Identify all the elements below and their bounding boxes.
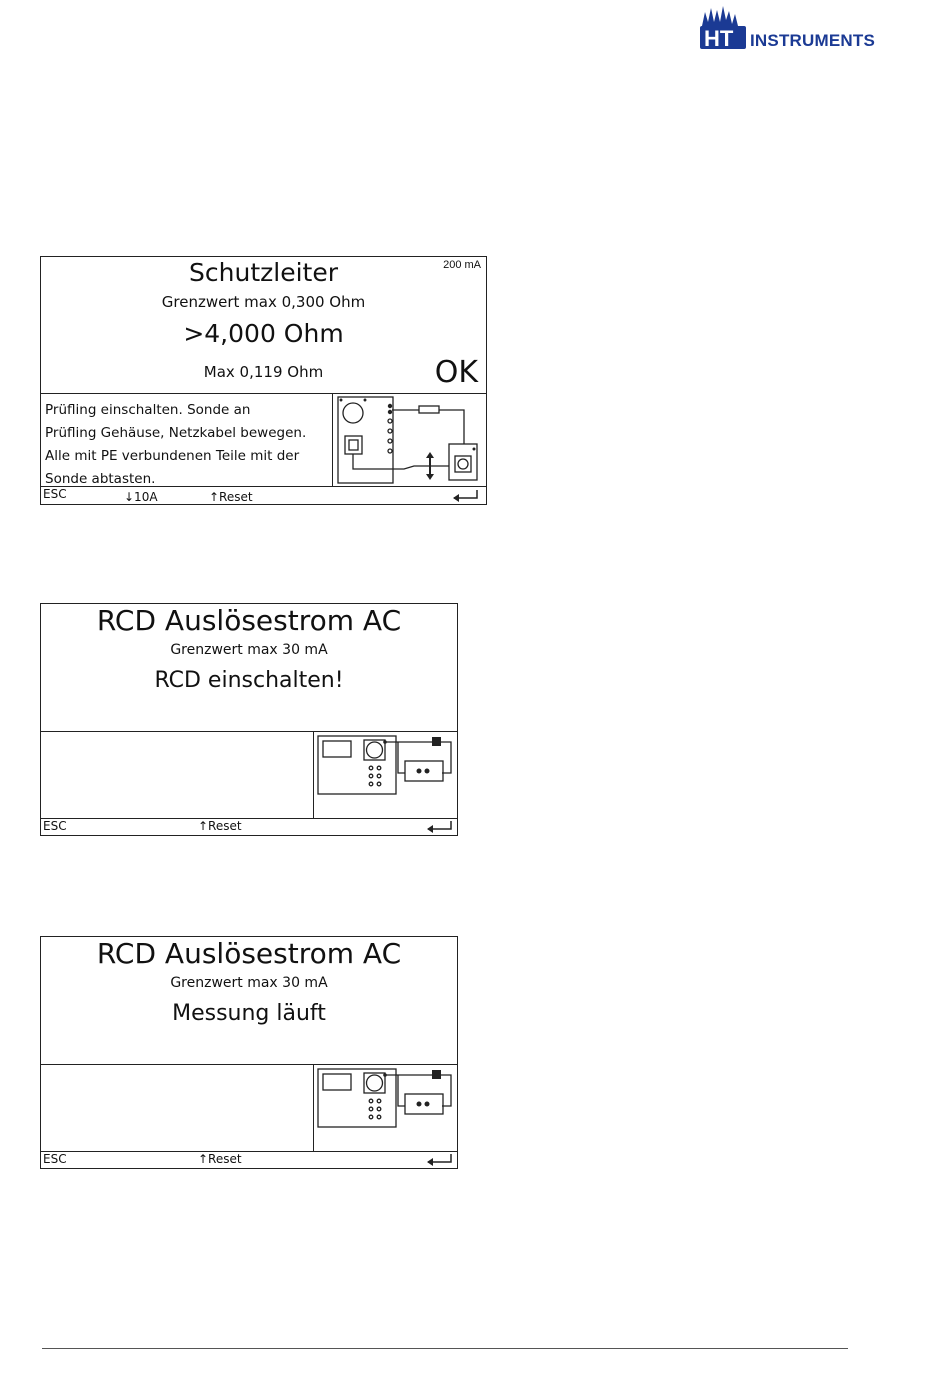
esc-key[interactable]: ESC <box>43 1152 67 1166</box>
page-footer-rule <box>42 1348 848 1349</box>
limit-value: Grenzwert max 0,300 Ohm <box>161 293 366 311</box>
instructions <box>45 399 335 491</box>
instruction-line: Sonde abtasten. <box>45 471 156 487</box>
instruction-line: Alle mit PE verbundenen Teile mit der <box>45 448 300 464</box>
screen-title: Schutzleiter <box>189 258 338 287</box>
brand-name: INSTRUMENTS <box>750 31 875 50</box>
svg-text:HT: HT <box>704 26 734 51</box>
status-message: RCD einschalten! <box>154 668 344 693</box>
screen-title: RCD Auslösestrom AC <box>96 937 402 970</box>
limit-value: Grenzwert max 30 mA <box>170 975 328 991</box>
enter-icon[interactable] <box>425 820 453 834</box>
divider <box>313 1064 314 1151</box>
divider <box>41 1064 457 1065</box>
status-ok: OK <box>434 355 478 390</box>
divider <box>313 731 314 818</box>
screen-rcd-measuring <box>40 936 458 1169</box>
test-current-key[interactable]: ↓10A <box>124 490 158 504</box>
limit-value: Grenzwert max 30 mA <box>170 642 328 658</box>
screen-rcd-trip-current <box>40 603 458 836</box>
enter-icon[interactable] <box>425 1153 453 1167</box>
max-value: Max 0,119 Ohm <box>203 363 324 381</box>
measured-value: >4,000 Ohm <box>183 319 344 348</box>
reset-key[interactable]: ↑Reset <box>198 819 242 833</box>
status-message: Messung läuft <box>172 1001 326 1026</box>
test-current: 200 mA <box>443 259 481 271</box>
esc-key[interactable]: ESC <box>43 487 67 501</box>
reset-key[interactable]: ↑Reset <box>198 1152 242 1166</box>
connection-diagram <box>334 394 485 486</box>
esc-key[interactable]: ESC <box>43 819 67 833</box>
connection-diagram <box>315 733 457 817</box>
screen-title: RCD Auslösestrom AC <box>96 604 402 637</box>
screen-schutzleiter <box>40 256 487 505</box>
enter-icon[interactable] <box>451 489 479 503</box>
divider <box>41 818 457 819</box>
divider <box>41 1151 457 1152</box>
connection-diagram <box>315 1066 457 1150</box>
divider <box>41 731 457 732</box>
reset-key[interactable]: ↑Reset <box>209 490 253 504</box>
instruction-line: Prüfling einschalten. Sonde an <box>45 402 251 418</box>
instruction-line: Prüfling Gehäuse, Netzkabel bewegen. <box>45 425 307 441</box>
